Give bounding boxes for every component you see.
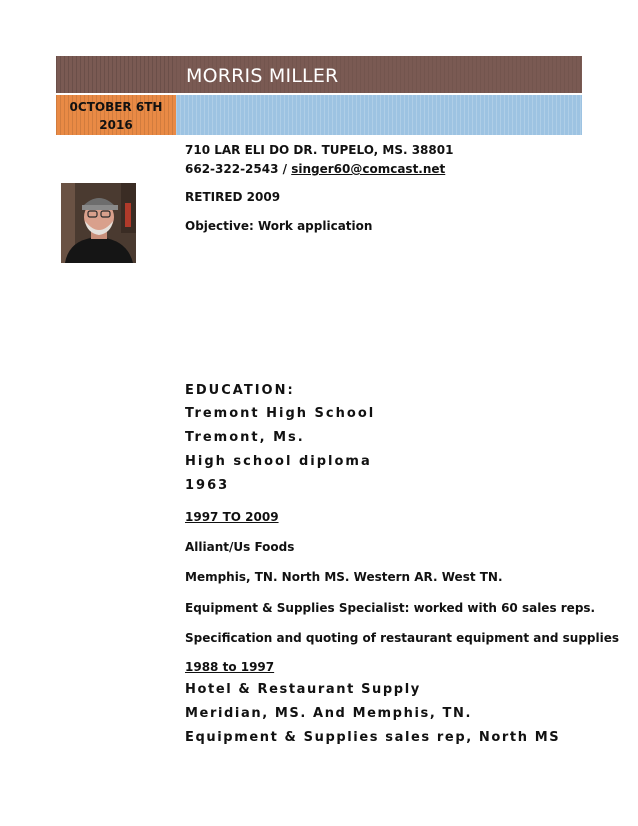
job-2-company: Hotel & Restaurant Supply: [185, 682, 421, 697]
school-location: Tremont, Ms.: [185, 430, 305, 445]
job-2-location: Meridian, MS. And Memphis, TN.: [185, 706, 472, 721]
date-line-2: 2016: [99, 118, 133, 132]
person-photo-icon: [61, 183, 136, 263]
job-2-period: 1988 to 1997: [185, 660, 275, 674]
diploma: High school diploma: [185, 454, 372, 469]
email-link[interactable]: singer60@comcast.net: [291, 162, 446, 176]
job-1-duties: Specification and quoting of restaurant equipment and supplies: [185, 631, 620, 645]
graduation-year: 1963: [185, 478, 230, 493]
header-bar-blue: [176, 95, 582, 135]
school-name: Tremont High School: [185, 406, 376, 421]
job-2-role: Equipment & Supplies sales rep, North MS: [185, 730, 561, 745]
retired-line: RETIRED 2009: [185, 190, 281, 204]
profile-photo: [61, 183, 136, 263]
objective: Objective: Work application: [185, 219, 373, 233]
job-1-company: Alliant/Us Foods: [185, 540, 295, 554]
address: 710 LAR ELI DO DR. TUPELO, MS. 38801: [185, 143, 454, 157]
education-heading: EDUCATION:: [185, 383, 295, 398]
date-badge: [56, 95, 176, 135]
header-bar-left: [56, 56, 176, 93]
candidate-name: MORRIS MILLER: [176, 56, 582, 93]
job-1-period: 1997 TO 2009: [185, 510, 279, 524]
job-1-role: Equipment & Supplies Specialist: worked with 60 sales reps.: [185, 601, 596, 615]
phone: 662-322-2543 /: [185, 162, 292, 176]
job-1-territory: Memphis, TN. North MS. Western AR. West TN.: [185, 570, 503, 584]
phone-email-line: [185, 162, 445, 177]
date-line-1: 0CTOBER 6TH: [69, 100, 163, 114]
